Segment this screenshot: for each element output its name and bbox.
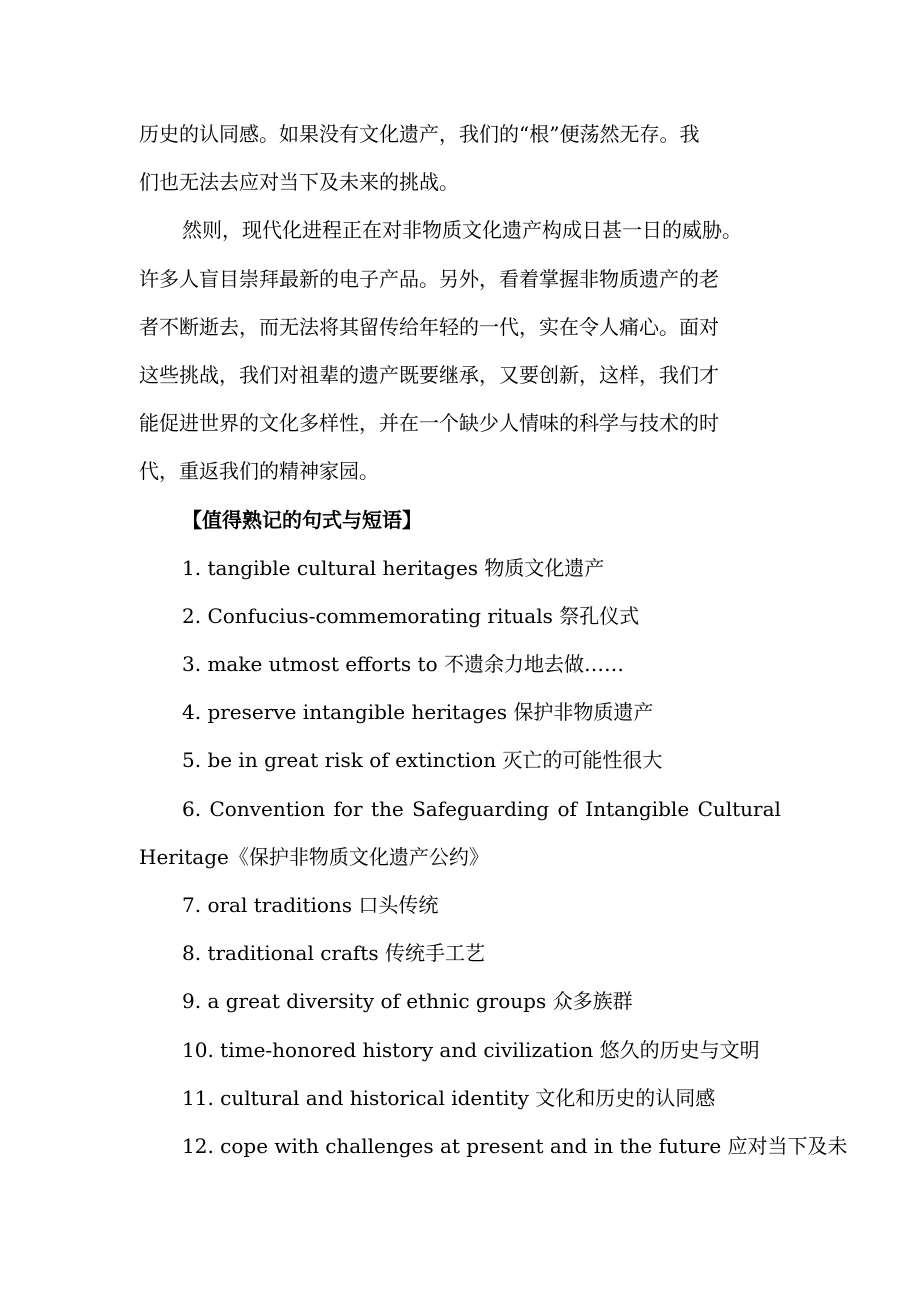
phrase-item: 10. time-honored history and civilization 悠久的历史与文明 xyxy=(182,1037,760,1062)
paragraph-line: 代，重返我们的精神家园。 xyxy=(139,459,379,484)
phrase-item: 11. cultural and historical identity 文化和历史的认同感 xyxy=(182,1085,716,1110)
phrase-item: 12. cope with challenges at present and in the future 应对当下及未 xyxy=(182,1133,848,1158)
phrase-word: Convention xyxy=(209,796,326,821)
paragraph-line: 这些挑战，我们对祖辈的遗产既要继承，又要创新，这样，我们才 xyxy=(139,362,719,387)
phrase-item: 5. be in great risk of extinction 灭亡的可能性很大 xyxy=(182,748,663,773)
section-heading: 【值得熟记的句式与短语】 xyxy=(182,507,422,532)
paragraph-line: 能促进世界的文化多样性，并在一个缺少人情味的科学与技术的时 xyxy=(139,411,719,436)
phrase-item: 2. Confucius-commemorating rituals 祭孔仪式 xyxy=(182,603,640,628)
phrase-item: 1. tangible cultural heritages 物质文化遗产 xyxy=(182,555,605,580)
phrase-word: Intangible xyxy=(585,796,690,821)
phrase-word: of xyxy=(557,796,577,821)
paragraph-line: 们也无法去应对当下及未来的挑战。 xyxy=(139,170,459,195)
paragraph-line: 然则，现代化进程正在对非物质文化遗产构成日甚一日的威胁。 xyxy=(182,218,742,243)
phrase-word: for xyxy=(333,796,363,821)
phrase-item: 4. preserve intangible heritages 保护非物质遗产 xyxy=(182,700,654,725)
paragraph-line: 历史的认同感。如果没有文化遗产，我们的“根”便荡然无存。我 xyxy=(139,122,700,146)
paragraph-line: 者不断逝去，而无法将其留传给年轻的一代，实在令人痛心。面对 xyxy=(139,314,719,339)
paragraph-line: 许多人盲目崇拜最新的电子产品。另外，看着掌握非物质遗产的老 xyxy=(139,266,719,291)
phrase-word: 6. xyxy=(182,796,202,821)
phrase-word: the xyxy=(370,796,404,821)
phrase-item: 3. make utmost efforts to 不遗余力地去做…… xyxy=(182,652,624,677)
phrase-word: Safeguarding xyxy=(412,796,550,821)
phrase-item: 9. a great diversity of ethnic groups 众多族群 xyxy=(182,989,633,1014)
phrase-item-justified xyxy=(139,785,781,833)
phrase-item: 7. oral traditions 口头传统 xyxy=(182,893,439,917)
phrase-word: Cultural xyxy=(697,796,781,821)
phrase-continuation: Heritage《保护非物质文化遗产公约》 xyxy=(139,844,489,869)
document-page xyxy=(139,110,848,1170)
phrase-item: 8. traditional crafts 传统手工艺 xyxy=(182,941,485,966)
